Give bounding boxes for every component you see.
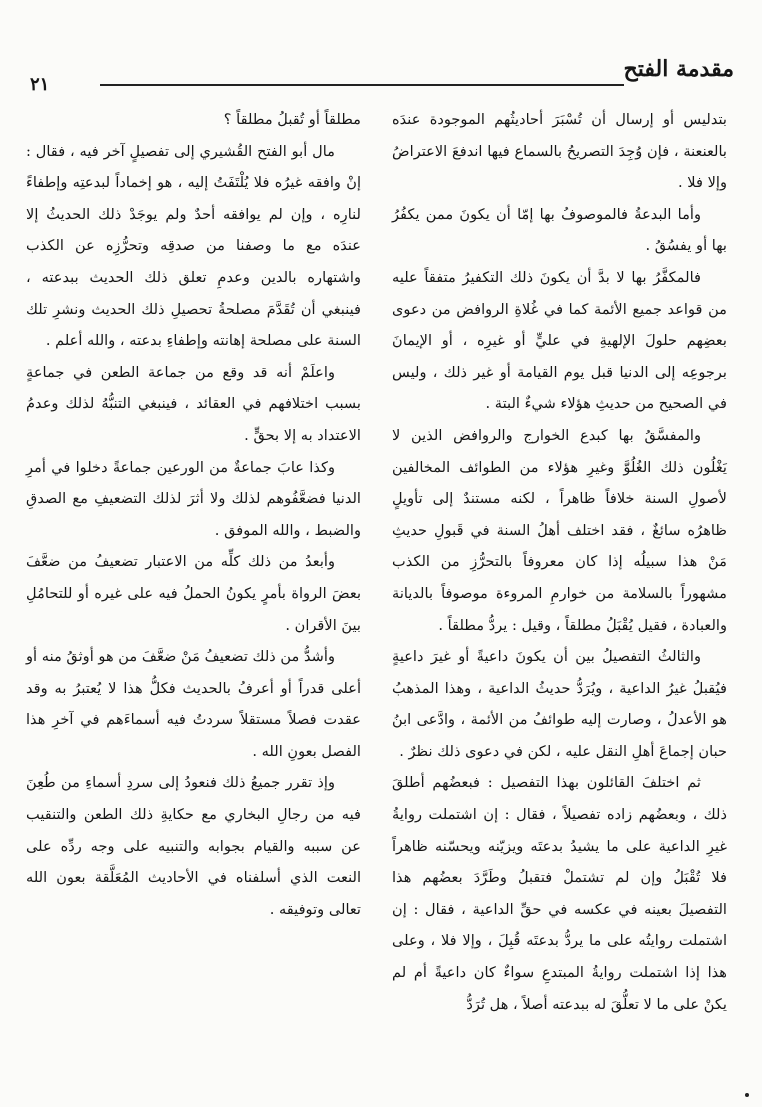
page-number: ٢١ — [30, 74, 50, 95]
page-header — [28, 50, 734, 96]
paragraph: وأبعدُ من ذلك كلِّه من الاعتبار تضعيفُ من ضعَّفَ بعضَ الرواة بأمرٍ يكونُ الحملُ فيه على غيره أو للتحامُلِ بينَ الأقران . — [26, 553, 361, 634]
paragraph: والثالثُ التفصيلُ بين أن يكونَ داعيةً أو غيرَ داعيةٍ فيُقبلُ غيرُ الداعية ، ويُرَدُّ حديثُ الداعية ، وهذا المذهبُ هو الأعدلُ ، وصارت إليه طوائفُ من الأئمة ، وادَّعى ابنُ حبان إجماعَ أهلِ النقل عليه ، لكن في دعوى ذلك نظرٌ . — [392, 648, 727, 760]
paragraph: وأشدُّ من ذلك تضعيفُ مَنْ ضعَّفَ من هو أوثقُ منه أو أعلى قدراً أو أعرفُ بالحديث فكلُّ هذا لا يُعتبرُ به وقد عقدت فصلاً مستقلاً سردتُ فيه أسماءَهم في آخرِ هذا الفصل بعونِ الله . — [26, 648, 361, 760]
page-title: مقدمة الفتح — [623, 56, 734, 82]
paragraph: وأما البدعةُ فالموصوفُ بها إمّا أن يكونَ ممن يكفُرُ بها أو يفسُقُ . — [392, 205, 727, 255]
paragraph: واعلَمْ أنه قد وقع من جماعة الطعن في جماعةٍ بسبب اختلافهم في العقائد ، فينبغي التنبُّهُ لذلك وعدمُ الاعتداد به إلا بحقٍّ . — [26, 363, 361, 444]
right-text-column — [392, 104, 727, 1020]
paragraph: مال أبو الفتح القُشيري إلى تفصيلٍ آخر فيه ، فقال : إنْ وافقه غيرُه فلا يُلْتَفَتُ إليه ، هو إخماداً لبدعتِه وإطفاءً لنارِه ، وإن لم يوافقه أحدٌ ولم يوجَدْ ذلك الحديثُ إلا عندَه مع ما وصفنا من صدقِه وتحرُّزِه عن الكذب واشتهاره بالدين وعدمِ تعلق ذلك الحديث ببدعته ، فينبغي أن تُقَدَّمَ مصلحةُ تحصيلِ ذلك الحديث ونشرِ تلك السنة على مصلحة إهانته وإطفاءِ بدعته ، والله أعلم . — [26, 142, 361, 350]
header-rule — [100, 84, 624, 86]
paragraph: وكذا عابَ جماعةٌ من الورعين جماعةً دخلوا في أمرِ الدنيا فضعَّفُوهم لذلك ولا أثرَ لذلك التضعيفِ مع الصدقِ والضبط ، والله الموفق . — [26, 458, 361, 539]
paragraph: بتدليس أو إرسال أن تُسْبَرَ أحاديثُهم الموجودة عندَه بالعنعنة ، فإن وُجِدَ التصريحُ بالسماع فيها اندفعَ الاعتراضُ وإلا فلا . — [392, 111, 727, 192]
paragraph: ثم اختلفَ القائلون بهذا التفصيل : فبعضُهم أطلقَ ذلك ، وبعضُهم زاده تفصيلاً ، فقال : إن اشتملت روايةُ غيرِ الداعية على ما يشيدُ بدعتَه ويزيّنه ويحسّنه ظاهراً فلا تُقْبَلُ وإن لم تشتملْ فتقبلُ وطَرَّدَ بعضُهم هذا التفصيلَ بعينه في عكسه في حقِّ الداعية ، فقال : إن اشتملت روايتُه على ما يردُّ بدعتَه قُبِلَ ، وإلا فلا ، وعلى هذا إذا اشتملت روايةُ المبتدعِ سواءٌ كان داعيةً أم لم يكنْ على ما لا تعلُّقَ له ببدعته أصلاً ، هل تُرَدُّ — [392, 774, 727, 1013]
left-text-column — [26, 104, 361, 925]
paragraph: مطلقاً أو تُقبلُ مطلقاً ؟ — [223, 111, 361, 128]
scan-speck — [745, 1093, 749, 1097]
paragraph: وإذ تقرر جميعُ ذلك فنعودُ إلى سردِ أسماءِ من طُعِنَ فيه من رجالِ البخاري مع حكايةِ ذلك الطعن والتنقيب عن سببه والقيام بجوابه والتنبيه على وجه ردِّه على النعت الذي أسلفناه في الأحاديث المُعَلَّقة بعون الله تعالى وتوفيقه . — [26, 774, 361, 918]
paragraph: والمفسَّقُ بها كبدع الخوارج والروافض الذين لا يَغْلُون ذلك الغُلُوَّ وغيرِ هؤلاء من الطوائف المخالفين لأصولِ السنة خلافاً ظاهراً ، لكنه مستندٌ إلى تأويلٍ ظاهرُه سائغٌ ، فقد اختلف أهلُ السنة في قَبولِ حديثِ مَنْ هذا سبيلُه إذا كان معروفاً بالتحرُّزِ من الكذب مشهوراً بالسلامة من خوارمِ المروءة موصوفاً بالديانة والعبادة ، فقيل يُقْبَلُ مطلقاً ، وقيل : يردُّ مطلقاً . — [392, 426, 727, 634]
paragraph: فالمكفَّرُ بها لا بدَّ أن يكونَ ذلك التكفيرُ متفقاً عليه من قواعد جميع الأئمة كما في غُلاةِ الروافض من دعوى بعضِهم حلولَ الإلهيةِ في عليٍّ أو غيرِه ، أو الإيمانَ برجوعِه إلى الدنيا قبل يوم القيامة أو غير ذلك ، وليس في الصحيح من حديثِ هؤلاء شيءٌ البتة . — [392, 268, 727, 413]
